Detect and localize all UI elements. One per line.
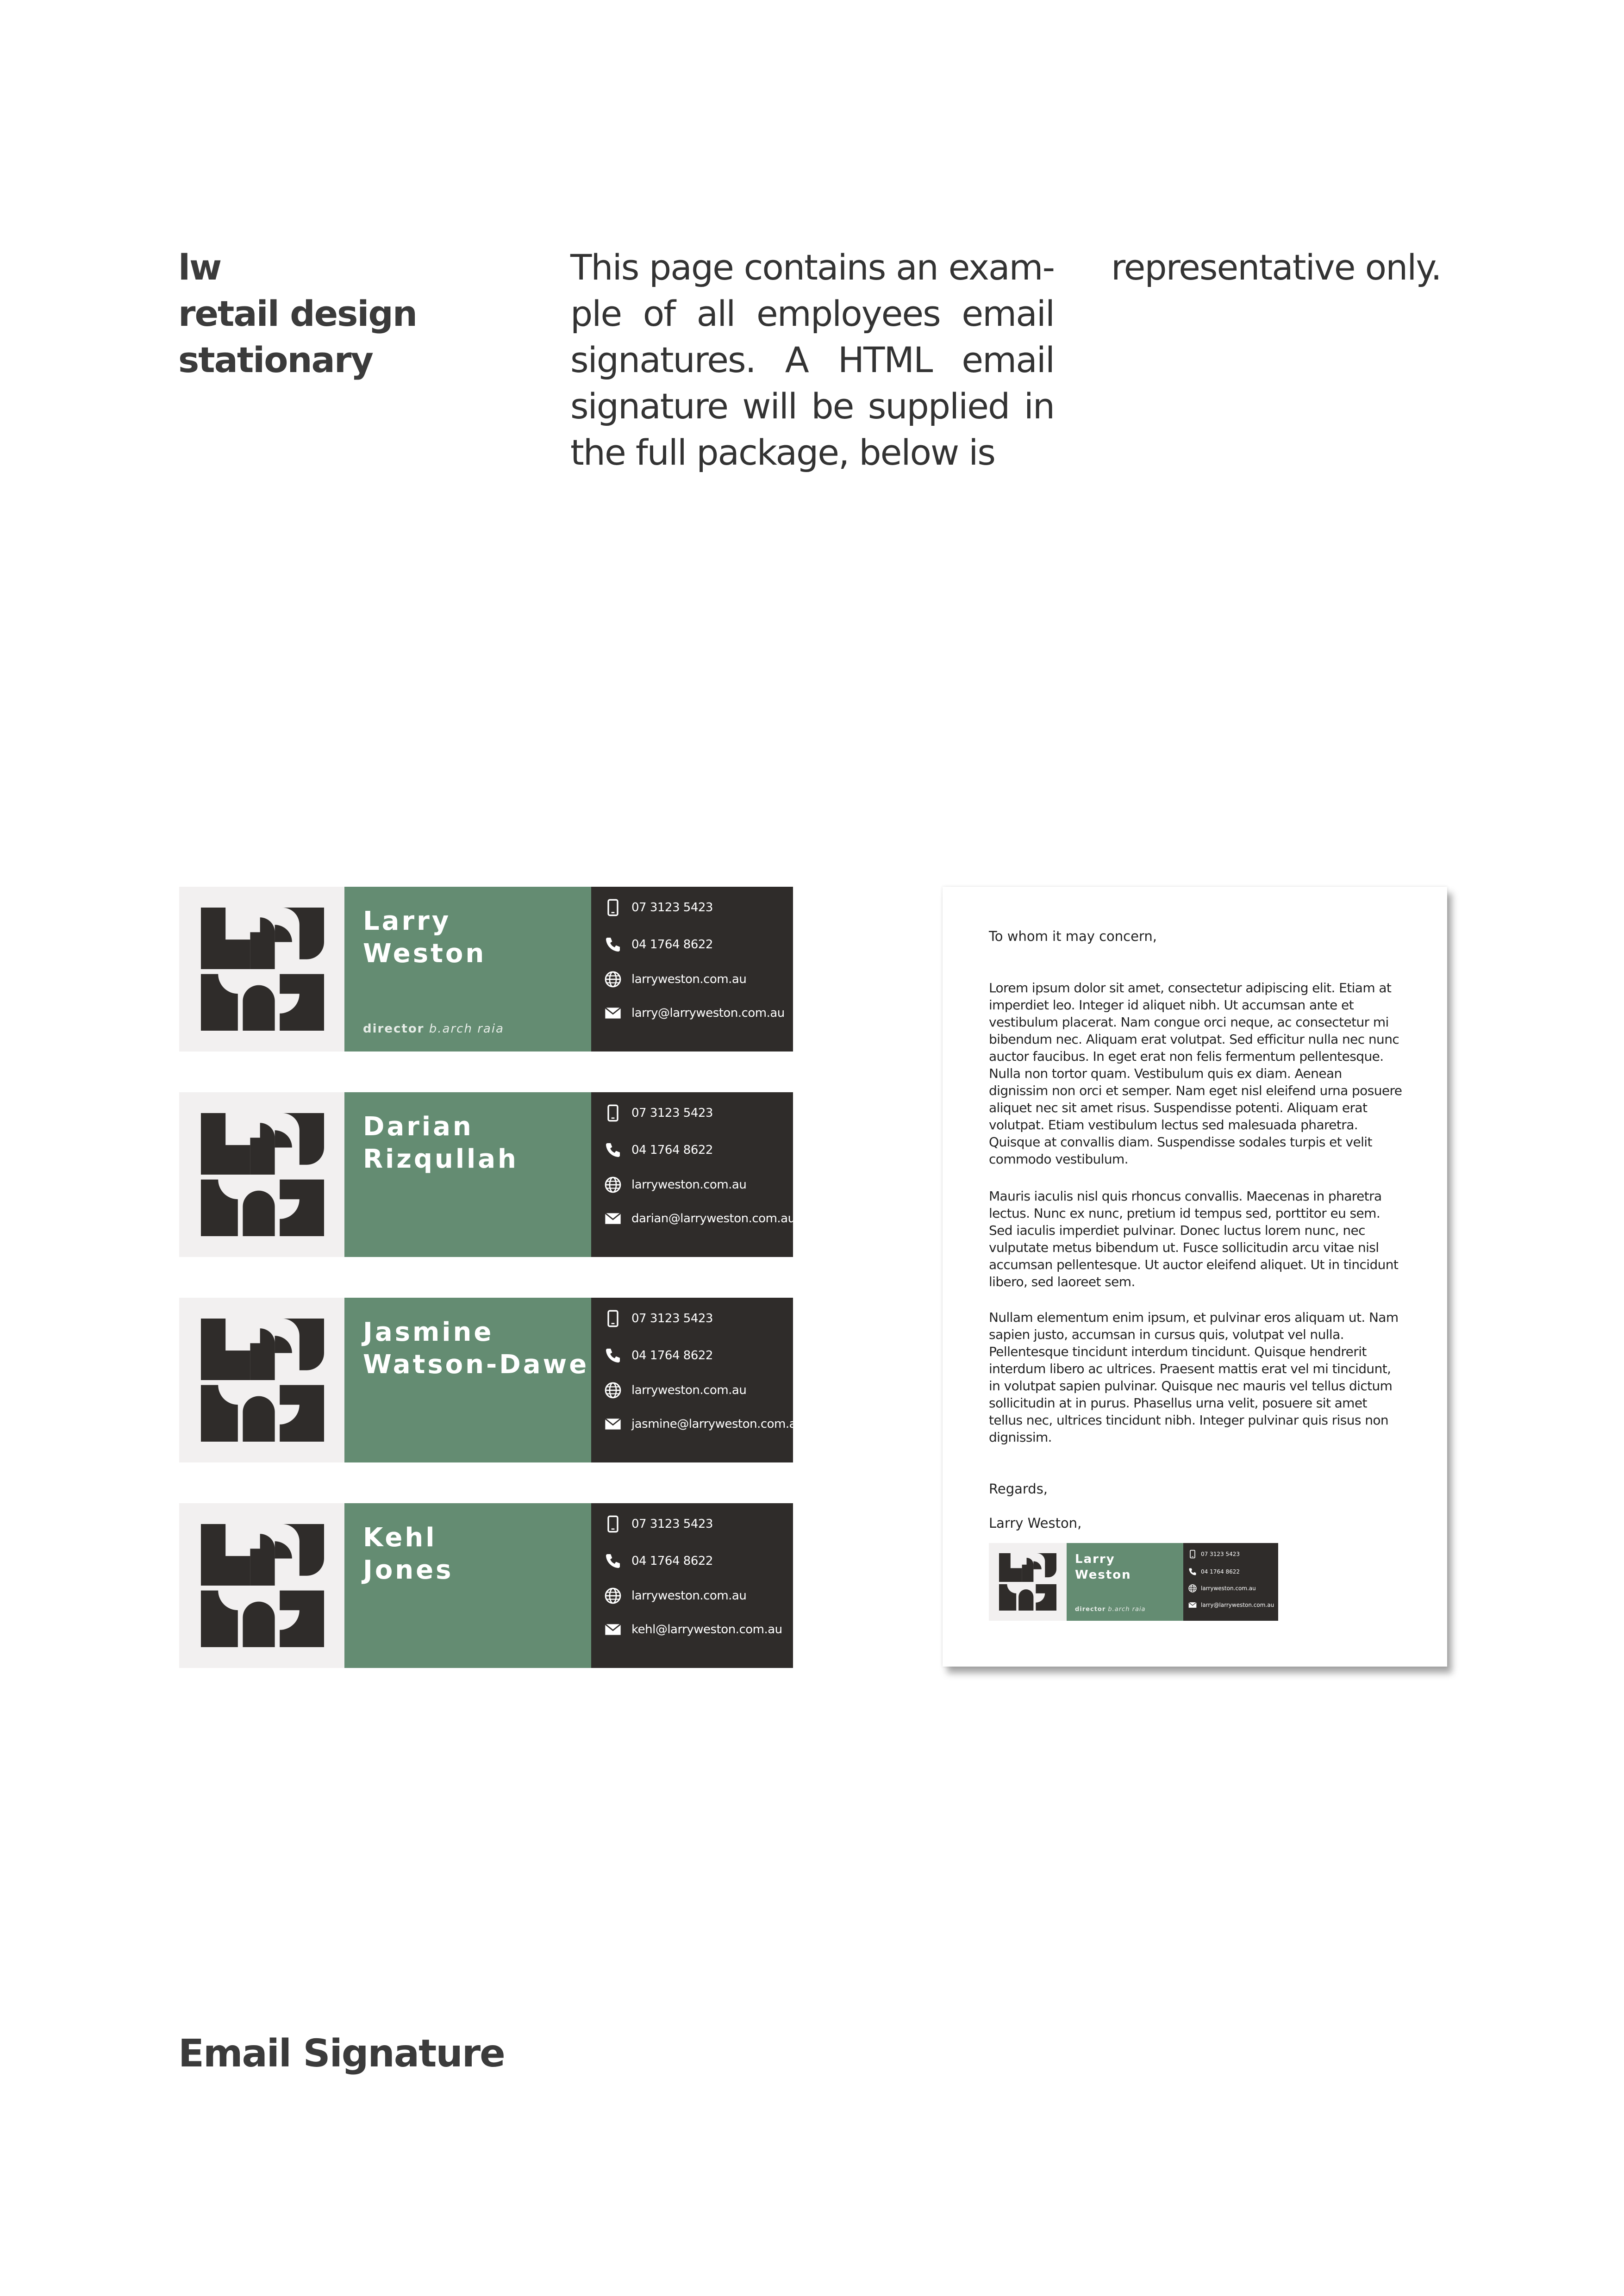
- letter-regards: Regards,: [989, 1481, 1048, 1497]
- name-panel: [1067, 1543, 1183, 1621]
- role: director: [363, 1022, 425, 1036]
- job-title: [1075, 1606, 1146, 1613]
- mobile-number: 04 1764 8622: [631, 1554, 713, 1568]
- email-signature-darian: [179, 1092, 793, 1257]
- website-link: larryweston.com.au: [631, 1383, 747, 1397]
- phone-number: 07 3123 5423: [631, 1312, 713, 1325]
- brand-line: stationary: [178, 339, 373, 380]
- website-row[interactable]: [603, 968, 746, 991]
- globe-icon: [603, 1380, 623, 1400]
- email-signature-kehl: [179, 1503, 793, 1668]
- website-row[interactable]: [603, 1379, 746, 1402]
- first-name: Larry: [363, 906, 451, 936]
- letter-greeting: To whom it may concern,: [989, 928, 1157, 944]
- website-link: larryweston.com.au: [631, 1178, 747, 1192]
- mobile-row[interactable]: [603, 1139, 713, 1162]
- phone-icon: [603, 1103, 623, 1123]
- phone-icon: [603, 897, 623, 918]
- mobile-icon: [603, 934, 623, 955]
- email-link: larry@larryweston.com.au: [1201, 1602, 1274, 1608]
- brand-line: lw: [178, 247, 221, 288]
- email-link: darian@larryweston.com.au: [631, 1212, 795, 1226]
- email-link: jasmine@larryweston.com.au: [631, 1417, 804, 1431]
- employee-name: [363, 905, 486, 970]
- first-name: Jasmine: [363, 1317, 494, 1347]
- mail-icon: [603, 1208, 623, 1229]
- phone-row[interactable]: [603, 1101, 713, 1125]
- role: director: [1075, 1606, 1106, 1613]
- email-signature-larry: [179, 887, 793, 1052]
- mobile-row[interactable]: [1188, 1567, 1240, 1576]
- globe-icon: [1188, 1584, 1197, 1593]
- letter-paragraph: Mauris iaculis nisl quis rhoncus convallis. Maecenas in pharetra lectus. Nunc ex nunc, pretium id tempus sed, porttitor eu sem. Sed iaculis imperdiet pulvinar. Donec luctus lorem nunc, nec vulputate metus bibendum ut. Fusce sollicitudin arcu vitae nisl accumsan pellentesque. Ut auctor eleifend aliquet. Ut in tincidunt libero, sed laoreet sem.: [989, 1188, 1399, 1289]
- website-row[interactable]: [1188, 1584, 1256, 1593]
- phone-number: 07 3123 5423: [1201, 1551, 1240, 1557]
- job-title: [363, 1022, 504, 1036]
- mobile-icon: [603, 1140, 623, 1160]
- last-name: Weston: [1075, 1568, 1131, 1582]
- email-link: larry@larryweston.com.au: [631, 1006, 785, 1020]
- mobile-number: 04 1764 8622: [631, 938, 713, 952]
- phone-icon: [1188, 1549, 1197, 1559]
- last-name: Weston: [363, 939, 487, 969]
- globe-icon: [603, 969, 623, 989]
- employee-name: [363, 1522, 454, 1587]
- mobile-icon: [603, 1551, 623, 1571]
- phone-row[interactable]: [603, 1307, 713, 1330]
- mobile-row[interactable]: [603, 1549, 713, 1573]
- contact-panel: [591, 887, 793, 1052]
- mobile-icon: [603, 1345, 623, 1366]
- brand-title: [178, 244, 417, 383]
- brand-line: retail design: [178, 293, 417, 334]
- contact-panel: [591, 1092, 793, 1257]
- phone-number: 07 3123 5423: [631, 901, 713, 915]
- mail-icon: [603, 1003, 623, 1023]
- website-link: larryweston.com.au: [631, 1589, 747, 1603]
- phone-number: 07 3123 5423: [631, 1517, 713, 1531]
- mobile-row[interactable]: [603, 933, 713, 956]
- name-panel: [344, 1298, 591, 1462]
- intro-text-continued: representative only.: [1111, 247, 1441, 288]
- name-panel: [344, 887, 591, 1052]
- name-panel: [344, 1503, 591, 1668]
- letter-paragraph: Nullam elementum enim ipsum, et pulvinar eros aliquam ut. Nam sapien justo, accumsan in cursus quis, volutpat vel nulla. Pellentesque tincidunt interdum tincidunt. Quisque hendrerit interdum libero ac ultrices. Praesent mattis erat vel mi tincidunt, in volutpat sapien pulvinar. Quisque nec mauris vel tellus dictum sollicitudin at in purus. Phasellus urna velit, posuere sit amet tellus nec, ultrices tincidunt nibh. Integer pulvinar quis risus non dignissim.: [989, 1310, 1399, 1445]
- last-name: Jones: [363, 1555, 454, 1585]
- email-row[interactable]: [603, 1002, 785, 1025]
- website-row[interactable]: [603, 1173, 746, 1196]
- last-name: Rizqullah: [363, 1144, 518, 1174]
- letter-signoff: Larry Weston,: [989, 1515, 1082, 1531]
- logo-panel: [179, 1503, 344, 1668]
- mobile-number: 04 1764 8622: [631, 1349, 713, 1363]
- phone-row[interactable]: [603, 1512, 713, 1536]
- employee-name: [1075, 1551, 1131, 1583]
- logo-panel: [989, 1543, 1067, 1621]
- globe-icon: [603, 1175, 623, 1195]
- logo-panel: [179, 887, 344, 1052]
- letter-mockup: [943, 887, 1447, 1667]
- email-link: kehl@larryweston.com.au: [631, 1623, 782, 1636]
- phone-number: 07 3123 5423: [631, 1106, 713, 1120]
- email-row[interactable]: [603, 1618, 782, 1641]
- phone-row[interactable]: [1188, 1549, 1240, 1559]
- globe-icon: [603, 1586, 623, 1606]
- logo-panel: [179, 1298, 344, 1462]
- letter-paragraph: Lorem ipsum dolor sit amet, consectetur adipiscing elit. Etiam at imperdiet leo. Integer id aliquet nibh. Ut accumsan ante et vestibulum placerat. Nam congue orci neque, ac consectetur mi bibendum nec. Aliquam erat volutpat. Sed efficitur nulla nec nunc auctor faucibus. In eget erat non felis fermentum pellentesque. Nulla non tortor quam. Vestibulum quis ex diam. Aenean dignissim non orci et semper. Nam eget nisl eleifend urna posuere aliquet nec sit amet risus. Suspendisse potenti. Aliquam erat volutpat. Etiam vestibulum lectus sed malesuada pharetra. Quisque at convallis diam. Suspendisse sodales turpis et velit commodo vestibulum.: [989, 980, 1402, 1167]
- mail-icon: [603, 1619, 623, 1640]
- first-name: Kehl: [363, 1523, 437, 1553]
- contact-panel: [591, 1503, 793, 1668]
- first-name: Darian: [363, 1112, 474, 1142]
- mobile-icon: [1188, 1567, 1197, 1576]
- name-panel: [344, 1092, 591, 1257]
- phone-row[interactable]: [603, 896, 713, 919]
- website-link: larryweston.com.au: [1201, 1585, 1256, 1592]
- contact-panel: [591, 1298, 804, 1462]
- website-row[interactable]: [603, 1584, 746, 1607]
- intro-text: This page contains an exam- ple of all employees email signatures. A HTML email signature will be supplied in the full package, below is: [570, 247, 1054, 473]
- logo-panel: [179, 1092, 344, 1257]
- first-name: Larry: [1075, 1552, 1115, 1566]
- credentials: b.arch raia: [429, 1022, 504, 1036]
- lw-logo: [201, 908, 324, 1031]
- employee-name: [363, 1111, 518, 1176]
- email-row[interactable]: [603, 1207, 795, 1230]
- phone-icon: [603, 1514, 623, 1534]
- lw-logo: [201, 1524, 324, 1647]
- credentials: b.arch raia: [1108, 1606, 1146, 1613]
- employee-name: [363, 1316, 589, 1381]
- email-row[interactable]: [603, 1412, 804, 1436]
- mobile-row[interactable]: [603, 1344, 713, 1367]
- lw-logo: [999, 1553, 1056, 1611]
- mobile-number: 04 1764 8622: [1201, 1568, 1240, 1575]
- email-row[interactable]: [1188, 1600, 1274, 1610]
- letter-email-signature: [989, 1543, 1278, 1621]
- email-signature-jasmine: [179, 1298, 804, 1462]
- lw-logo: [201, 1319, 324, 1442]
- contact-panel: [1183, 1543, 1278, 1621]
- mail-icon: [603, 1414, 623, 1434]
- lw-logo: [201, 1113, 324, 1236]
- website-link: larryweston.com.au: [631, 972, 747, 986]
- phone-icon: [603, 1308, 623, 1329]
- section-title: Email Signature: [178, 2032, 505, 2076]
- last-name: Watson-Dawe: [363, 1350, 589, 1380]
- mobile-number: 04 1764 8622: [631, 1143, 713, 1157]
- mail-icon: [1188, 1600, 1197, 1610]
